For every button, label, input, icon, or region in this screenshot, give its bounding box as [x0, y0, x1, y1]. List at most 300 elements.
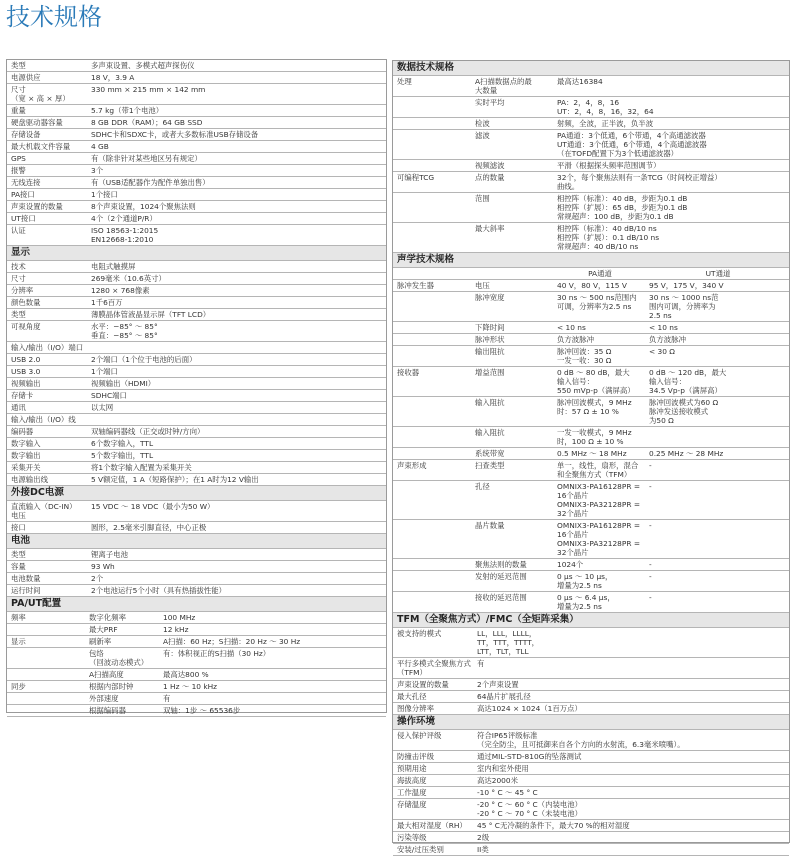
spec-label: 最大机载文件容量	[7, 141, 87, 153]
spec-row	[393, 130, 789, 160]
spec-row	[393, 691, 789, 703]
spec-value: 锂离子电池	[87, 549, 386, 561]
spec-value: 有：体积视正的S扫描（30 Hz）	[159, 648, 386, 669]
pa-channel-value: 0 dB ～ 80 dB，最大 输入信号： 550 mVp-p（满屏高）	[553, 367, 645, 397]
spec-value: 电阻式触摸屏	[87, 261, 386, 273]
spec-value: 8个声束设置，1024个聚焦法则	[87, 201, 386, 213]
pa-channel-value: 脉冲回波：35 Ω 一发一收：30 Ω	[553, 346, 645, 367]
spec-label: 范围	[473, 193, 553, 223]
pa-channel-header: PA通道	[553, 268, 645, 280]
spec-row	[393, 280, 789, 292]
pa-channel-value: 0.5 MHz ～ 18 MHz	[553, 448, 645, 460]
spec-row	[7, 60, 386, 72]
spec-value: 有（除非针对某些地区另有规定）	[87, 153, 386, 165]
spec-row	[7, 354, 386, 366]
spec-label: USB 3.0	[7, 366, 87, 378]
spec-label: 颜色数量	[7, 297, 87, 309]
spec-value: 18 V，3.9 A	[87, 72, 386, 84]
spec-label: 类型	[7, 60, 87, 72]
spec-value: 水平：−85° ～ 85° 垂直：−85° ～ 85°	[87, 321, 386, 342]
spec-value: 93 Wh	[87, 561, 386, 573]
spec-row	[7, 201, 386, 213]
spec-row	[7, 438, 386, 450]
spec-row	[393, 334, 789, 346]
spec-value: 平滑（根据探头频率范围调节）	[553, 160, 789, 172]
spec-label: 接收的延迟范围	[473, 592, 553, 613]
pa-channel-value: OMNIX3-PA16128PR = 16个晶片 OMNIX3-PA32128PR = 32个晶片	[553, 481, 645, 520]
spec-value: II类	[473, 844, 789, 856]
spec-group-label	[393, 322, 473, 334]
spec-row	[7, 390, 386, 402]
subsection-label-row	[7, 414, 386, 426]
spec-row	[7, 72, 386, 84]
ut-channel-value: -	[645, 520, 789, 559]
spec-row	[393, 160, 789, 172]
spec-label: 分辨率	[7, 285, 87, 297]
spec-row	[7, 117, 386, 129]
spec-group-label	[393, 346, 473, 367]
spec-value: 45 ° C无冷凝的条件下，最大70 %的相对湿度	[473, 820, 789, 832]
spec-row	[7, 297, 386, 309]
page-title: 技术规格	[6, 3, 102, 31]
spec-value: 64晶片扩展孔径	[473, 691, 789, 703]
spec-value: 通过MIL-STD-810G的坠落测试	[473, 751, 789, 763]
spec-row	[393, 118, 789, 130]
spec-value: 多声束设置、多模式超声探伤仪	[87, 60, 386, 72]
spec-group-label: 声束形成	[393, 460, 473, 481]
spec-value: -20 ° C ～ 60 ° C（内装电池） -20 ° C ～ 70 ° C（未装电池）	[473, 799, 789, 820]
section-title: 显示	[7, 246, 386, 261]
spec-label: 硬盘驱动器容量	[7, 117, 87, 129]
spec-label: 安装/过压类别	[393, 844, 473, 856]
spec-value: SDHC端口	[87, 390, 386, 402]
spec-row	[393, 571, 789, 592]
spec-row	[393, 559, 789, 571]
spec-row	[393, 76, 789, 97]
spec-row	[7, 669, 386, 681]
spec-row	[7, 189, 386, 201]
pa-channel-value: OMNIX3-PA16128PR = 16个晶片 OMNIX3-PA32128PR = 32个晶片	[553, 520, 645, 559]
spec-row	[393, 460, 789, 481]
ut-channel-value: -	[645, 481, 789, 520]
spec-label: 数字化频率	[87, 612, 159, 624]
spec-row	[393, 730, 789, 751]
channel-header-row	[393, 268, 789, 280]
ut-channel-value: 0 dB ～ 120 dB，最大 输入信号： 34.5 Vp-p（满屏高）	[645, 367, 789, 397]
spec-label: 外部速度	[87, 693, 159, 705]
spec-row	[7, 501, 386, 522]
subsection-label: 输入/输出（I/O）端口	[7, 342, 386, 354]
ut-channel-value: < 30 Ω	[645, 346, 789, 367]
spec-label: GPS	[7, 153, 87, 165]
spec-row	[393, 223, 789, 253]
spec-row	[7, 648, 386, 669]
section-title: 数据技术规格	[393, 61, 789, 76]
spec-value: 1 Hz ～ 10 kHz	[159, 681, 386, 693]
spec-group-label	[393, 118, 473, 130]
spec-group-label	[393, 559, 473, 571]
spec-value: 薄膜晶体管液晶显示屏（TFT LCD）	[87, 309, 386, 321]
spec-label: 接口	[7, 522, 87, 534]
spec-label: 增益范围	[473, 367, 553, 397]
section-header-row	[393, 253, 789, 268]
spec-value: 最高达16384	[553, 76, 789, 97]
spec-group-label	[393, 571, 473, 592]
spec-value: 2级	[473, 832, 789, 844]
spec-group-label	[393, 448, 473, 460]
spec-row	[7, 462, 386, 474]
spec-label: 发射的延迟范围	[473, 571, 553, 592]
spec-value: 有	[159, 693, 386, 705]
ut-channel-value	[645, 427, 789, 448]
spec-row	[7, 309, 386, 321]
spec-row	[7, 141, 386, 153]
spec-label: 直流输入（DC-IN） 电压	[7, 501, 87, 522]
spec-value: 5个数字输出，TTL	[87, 450, 386, 462]
spec-label: 通讯	[7, 402, 87, 414]
spec-group-label: 处理	[393, 76, 473, 97]
spec-label: 侵入保护评级	[393, 730, 473, 751]
spec-row	[393, 751, 789, 763]
spec-label: 尺寸 （宽 × 高 × 厚）	[7, 84, 87, 105]
spec-group-label	[7, 705, 87, 717]
spec-row	[7, 84, 386, 105]
spec-value: 5.7 kg（带1个电池）	[87, 105, 386, 117]
spec-value: 双轴编码器线（正交或时钟/方向）	[87, 426, 386, 438]
spec-panel-right	[392, 60, 790, 854]
spec-label: 刷新率	[87, 636, 159, 648]
spec-row	[393, 172, 789, 193]
spec-value: 269毫米（10.6英寸）	[87, 273, 386, 285]
spec-label: 平行多模式全聚焦方式 （TFM）	[393, 658, 473, 679]
spec-group-label: 频率	[7, 612, 87, 624]
spec-label: UT接口	[7, 213, 87, 225]
spec-value: 相控阵（标准）：40 dB/10 ns 相控阵（扩展）：0.1 dB/10 ns 常规超声：40 dB/10 ns	[553, 223, 789, 253]
section-title: 操作环境	[393, 715, 789, 730]
spec-group-label: 脉冲发生器	[393, 280, 473, 292]
spec-row	[7, 561, 386, 573]
spec-row	[7, 273, 386, 285]
spec-row	[7, 426, 386, 438]
spec-group-label	[393, 97, 473, 118]
spec-row	[393, 367, 789, 397]
spec-value: -10 ° C ～ 45 ° C	[473, 787, 789, 799]
spec-row	[393, 193, 789, 223]
ut-channel-value: 脉冲回波模式为60 Ω 脉冲发送接收模式 为50 Ω	[645, 397, 789, 427]
ut-channel-header: UT通道	[645, 268, 789, 280]
section-header-row	[7, 534, 386, 549]
spec-row	[7, 636, 386, 648]
pa-channel-value: 负方波脉冲	[553, 334, 645, 346]
ut-channel-value: < 10 ns	[645, 322, 789, 334]
spec-value: 330 mm × 215 mm × 142 mm	[87, 84, 386, 105]
spec-label: PA接口	[7, 189, 87, 201]
ut-channel-value: -	[645, 460, 789, 481]
spec-label: 采集开关	[7, 462, 87, 474]
spec-label: 输出阻抗	[473, 346, 553, 367]
spec-value: ISO 18563-1:2015 EN12668-1:2010	[87, 225, 386, 246]
pa-channel-value: 单一，线性，扇形，混合 和全聚焦方式（TFM）	[553, 460, 645, 481]
spec-label: A扫描数据点的最 大数量	[473, 76, 553, 97]
pa-channel-value: < 10 ns	[553, 322, 645, 334]
spec-row	[393, 679, 789, 691]
spec-label: 运行时间	[7, 585, 87, 597]
spec-label: 电池数量	[7, 573, 87, 585]
section-title: 外接DC电源	[7, 486, 386, 501]
spec-row	[393, 703, 789, 715]
section-header-row	[7, 246, 386, 261]
ut-channel-value: -	[645, 571, 789, 592]
spec-label: 被支持的模式	[393, 628, 473, 658]
subsection-label: 输入/输出（I/O）线	[7, 414, 386, 426]
spec-label: 电源供应	[7, 72, 87, 84]
spec-row	[393, 775, 789, 787]
spec-label: 存储温度	[393, 799, 473, 820]
spec-group-label: 显示	[7, 636, 87, 648]
spec-value: 3个	[87, 165, 386, 177]
spec-label: 类型	[7, 309, 87, 321]
spec-group-label: 可编程TCG	[393, 172, 473, 193]
spec-label: 图像分辨率	[393, 703, 473, 715]
spec-row	[393, 592, 789, 613]
subsection-label-row	[7, 342, 386, 354]
ut-channel-value: 30 ns ～ 1000 ns范 围内可调，分辨率为 2.5 ns	[645, 292, 789, 322]
spec-value: 8 GB DDR（RAM）；64 GB SSD	[87, 117, 386, 129]
spec-label: 容量	[7, 561, 87, 573]
section-header-row	[393, 715, 789, 730]
spec-label: 输入阻抗	[473, 427, 553, 448]
spec-table-left	[7, 60, 386, 717]
spec-label: 最大孔径	[393, 691, 473, 703]
spec-value: 100 MHz	[159, 612, 386, 624]
spec-label: 点的数量	[473, 172, 553, 193]
spec-value: 相控阵（标准）：40 dB，步距为0.1 dB 相控阵（扩展）：65 dB，步距为0.1 dB 常规超声：100 dB，步距为0.1 dB	[553, 193, 789, 223]
pa-channel-value: 40 V，80 V，115 V	[553, 280, 645, 292]
spec-row	[7, 285, 386, 297]
spec-row	[7, 402, 386, 414]
spec-label: 聚焦法则的数量	[473, 559, 553, 571]
spec-group-label	[393, 130, 473, 160]
spec-label: 声束设置的数量	[7, 201, 87, 213]
spec-row	[7, 624, 386, 636]
spec-label: 污染等级	[393, 832, 473, 844]
spec-row	[393, 322, 789, 334]
spec-group-label	[7, 624, 87, 636]
spec-row	[7, 585, 386, 597]
spec-table-right	[393, 61, 789, 856]
spec-group-label	[393, 520, 473, 559]
spec-label: 扫查类型	[473, 460, 553, 481]
spec-group-label: 同步	[7, 681, 87, 693]
pa-channel-value: 一发一收模式，9 MHz 时，100 Ω ± 10 %	[553, 427, 645, 448]
spec-row	[393, 97, 789, 118]
spec-group-label	[393, 223, 473, 253]
spec-group-label	[393, 397, 473, 427]
spec-row	[7, 549, 386, 561]
spec-row	[7, 105, 386, 117]
spec-label: 数字输入	[7, 438, 87, 450]
spec-row	[393, 658, 789, 679]
spec-label: 滤波	[473, 130, 553, 160]
spec-row	[7, 612, 386, 624]
spec-value: 15 VDC ～ 18 VDC（最小为50 W）	[87, 501, 386, 522]
spec-label: 工作温度	[393, 787, 473, 799]
ut-channel-value: 负方波脉冲	[645, 334, 789, 346]
spec-label: 电源输出线	[7, 474, 87, 486]
spec-row	[393, 448, 789, 460]
spec-label: 技术	[7, 261, 87, 273]
pa-channel-value: 0 μs ～ 6.4 μs， 增量为2.5 ns	[553, 592, 645, 613]
spec-row	[7, 213, 386, 225]
spec-group-label	[393, 592, 473, 613]
spec-group-label	[393, 160, 473, 172]
spec-value: 2个端口（1个位于电池的后面）	[87, 354, 386, 366]
spec-value: 4 GB	[87, 141, 386, 153]
spec-row	[7, 225, 386, 246]
spec-row	[393, 763, 789, 775]
spec-label: 重量	[7, 105, 87, 117]
spec-label: A扫描高度	[87, 669, 159, 681]
spec-label: 根据编码器	[87, 705, 159, 717]
section-header-row	[7, 597, 386, 612]
spec-label: 下降时间	[473, 322, 553, 334]
spec-value: 圆形，2.5毫米引脚直径，中心正极	[87, 522, 386, 534]
spec-value: 双轴：1步 ～ 65536步	[159, 705, 386, 717]
spec-value: 12 kHz	[159, 624, 386, 636]
ut-channel-value: 95 V，175 V，340 V	[645, 280, 789, 292]
spec-value: 5 V额定值，1 A（短路保护）；在1 A时为12 V输出	[87, 474, 386, 486]
spec-label: 检波	[473, 118, 553, 130]
spec-row	[393, 481, 789, 520]
spec-label: 脉冲宽度	[473, 292, 553, 322]
spec-row	[393, 397, 789, 427]
spec-group-label	[7, 648, 87, 669]
spec-value: 2个电池运行5个小时（具有热插拔性能）	[87, 585, 386, 597]
spec-row	[393, 628, 789, 658]
spec-label: 海拔高度	[393, 775, 473, 787]
spec-value: PA通道：3个低通，6个带通，4个高通滤波器 UT通道：3个低通，6个带通，4个高通滤波器 （在TOFD配置下为3个低通滤波器）	[553, 130, 789, 160]
spec-value: SDHC卡和SDXC卡，或者大多数标准USB存储设备	[87, 129, 386, 141]
spec-value: 1个接口	[87, 189, 386, 201]
spec-group-label	[393, 427, 473, 448]
spec-value: 有	[473, 658, 789, 679]
pa-channel-value: 脉冲回波模式，9 MHz 时：57 Ω ± 10 %	[553, 397, 645, 427]
spec-label: 最大相对湿度（RH）	[393, 820, 473, 832]
spec-row	[7, 450, 386, 462]
spec-row	[393, 799, 789, 820]
spec-row	[7, 153, 386, 165]
spec-value: 6个数字输入，TTL	[87, 438, 386, 450]
spec-value: 视频输出（HDMI）	[87, 378, 386, 390]
spec-group-label	[7, 669, 87, 681]
spec-label: USB 2.0	[7, 354, 87, 366]
spec-label: 无线连接	[7, 177, 87, 189]
spec-value: 2个声束设置	[473, 679, 789, 691]
section-title: 电池	[7, 534, 386, 549]
spec-label: 声束设置的数量	[393, 679, 473, 691]
spec-row	[393, 292, 789, 322]
spec-value: 室内和室外使用	[473, 763, 789, 775]
spec-row	[7, 321, 386, 342]
spec-row	[7, 129, 386, 141]
spec-label: 最大PRF	[87, 624, 159, 636]
spec-label: 类型	[7, 549, 87, 561]
spec-row	[393, 346, 789, 367]
ut-channel-value: 0.25 MHz ～ 28 MHz	[645, 448, 789, 460]
spec-label: 包络 （回波动态模式）	[87, 648, 159, 669]
spec-group-label	[393, 334, 473, 346]
spec-label: 最大斜率	[473, 223, 553, 253]
spec-value: 2个	[87, 573, 386, 585]
spec-group-label: 接收器	[393, 367, 473, 397]
section-title: TFM（全聚焦方式）/FMC（全矩阵采集）	[393, 613, 789, 628]
pa-channel-value: 30 ns ～ 500 ns范围内 可调，分辨率为2.5 ns	[553, 292, 645, 322]
spec-label: 认证	[7, 225, 87, 246]
spec-value: A扫描：60 Hz；S扫描：20 Hz ～ 30 Hz	[159, 636, 386, 648]
spec-label: 预期用途	[393, 763, 473, 775]
spec-label: 孔径	[473, 481, 553, 520]
spec-group-label	[393, 481, 473, 520]
section-header-row	[393, 613, 789, 628]
spec-label: 晶片数量	[473, 520, 553, 559]
ut-channel-value: -	[645, 592, 789, 613]
spec-value: 1280 × 768像素	[87, 285, 386, 297]
spec-value: 高达2000米	[473, 775, 789, 787]
spec-panel-left	[6, 59, 387, 713]
spec-row	[393, 787, 789, 799]
spec-label: 电压	[473, 280, 553, 292]
spec-row	[7, 705, 386, 717]
empty-header-cell	[393, 268, 473, 280]
spec-row	[393, 427, 789, 448]
section-header-row	[393, 61, 789, 76]
empty-header-cell	[473, 268, 553, 280]
spec-value: 以太网	[87, 402, 386, 414]
spec-row	[393, 832, 789, 844]
spec-row	[7, 366, 386, 378]
spec-label: 脉冲形状	[473, 334, 553, 346]
spec-value: PA：2，4，8，16 UT：2，4，8，16，32，64	[553, 97, 789, 118]
spec-value: 最高达800 %	[159, 669, 386, 681]
spec-row	[7, 378, 386, 390]
spec-value: 32个，每个聚焦法则有一条TCG（时间校正增益） 曲线。	[553, 172, 789, 193]
spec-label: 数字输出	[7, 450, 87, 462]
spec-label: 尺寸	[7, 273, 87, 285]
spec-label: 实时平均	[473, 97, 553, 118]
spec-label: 系统带宽	[473, 448, 553, 460]
spec-row	[393, 820, 789, 832]
spec-value: 高达1024 × 1024（1百万点）	[473, 703, 789, 715]
spec-row	[7, 261, 386, 273]
spec-row	[7, 693, 386, 705]
ut-channel-value: -	[645, 559, 789, 571]
spec-label: 存储卡	[7, 390, 87, 402]
spec-label: 报警	[7, 165, 87, 177]
pa-channel-value: 0 μs ～ 10 μs， 增量为2.5 ns	[553, 571, 645, 592]
spec-label: 编码器	[7, 426, 87, 438]
spec-value: 射频，全波，正半波，负半波	[553, 118, 789, 130]
section-title: PA/UT配置	[7, 597, 386, 612]
spec-label: 存储设备	[7, 129, 87, 141]
spec-group-label	[393, 292, 473, 322]
section-header-row	[7, 486, 386, 501]
spec-value: 4个（2个通道P/R）	[87, 213, 386, 225]
spec-row	[7, 165, 386, 177]
pa-channel-value: 1024个	[553, 559, 645, 571]
section-title: 声学技术规格	[393, 253, 789, 268]
spec-value: 1千6百万	[87, 297, 386, 309]
spec-label: 视频输出	[7, 378, 87, 390]
